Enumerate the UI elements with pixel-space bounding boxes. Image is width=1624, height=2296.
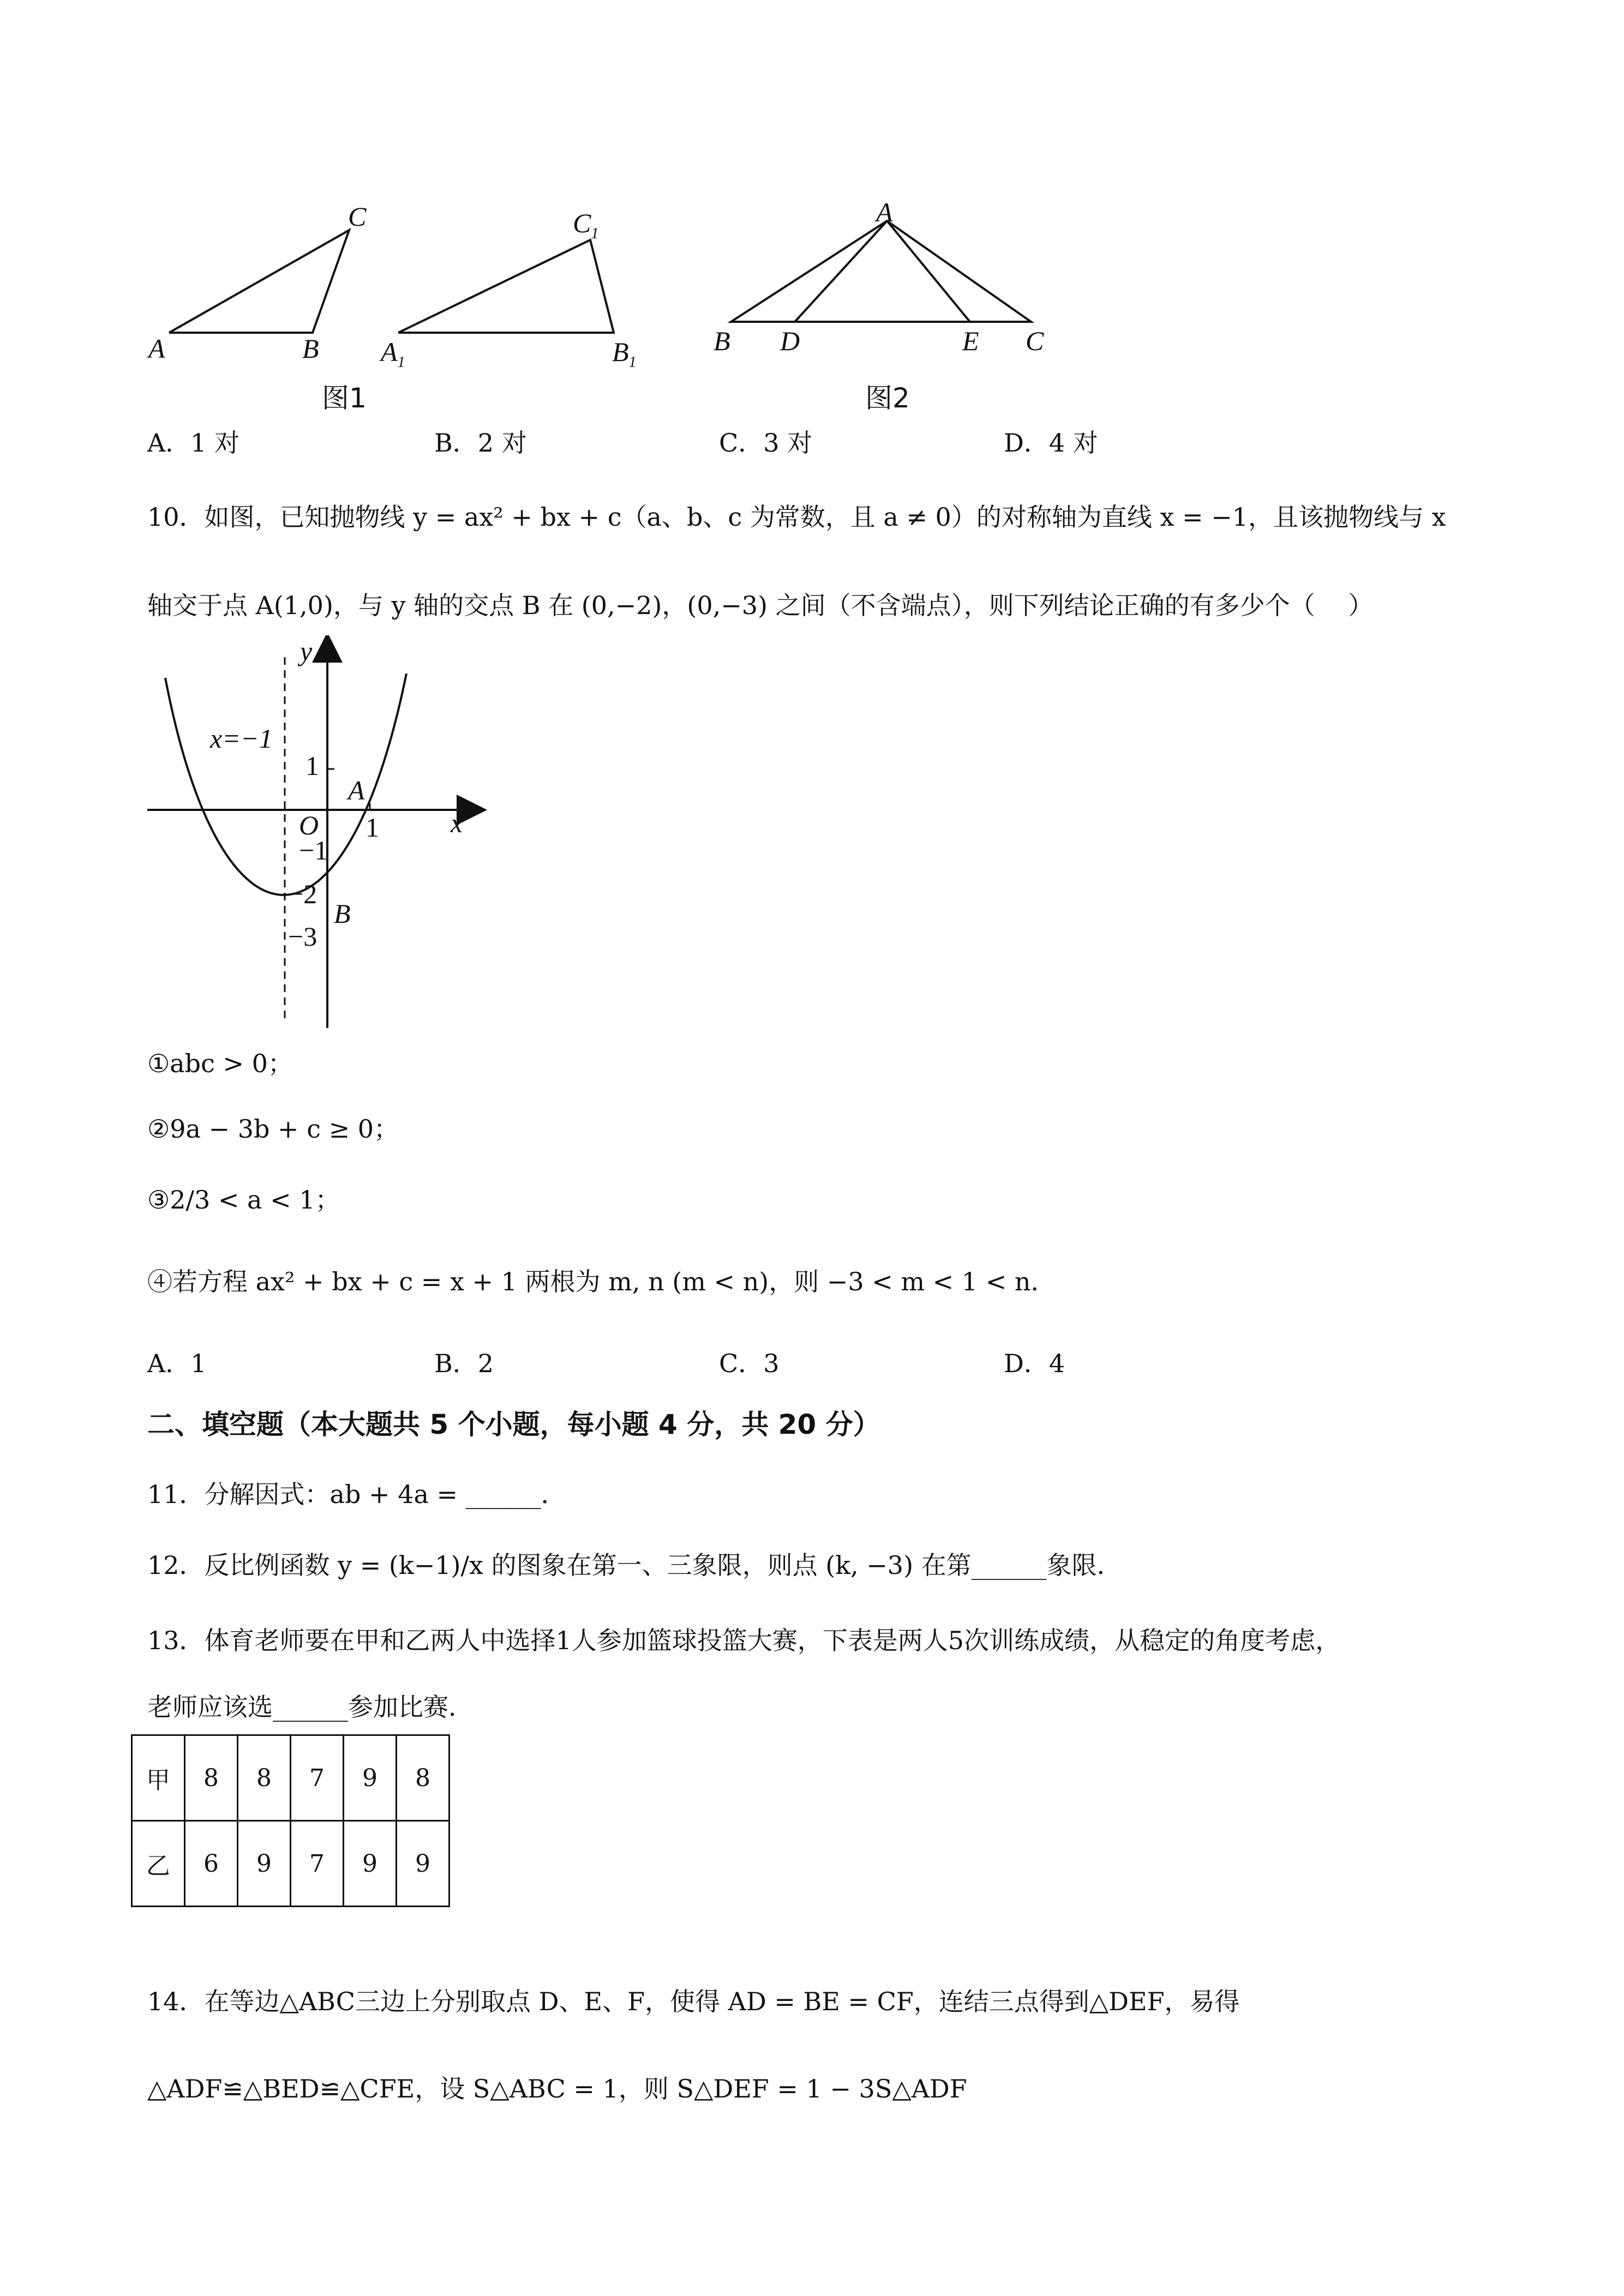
label-fig2-C: C	[1026, 326, 1044, 356]
score-table	[131, 1734, 450, 1907]
q11-text: 11．分解因式：ab + 4a = ______．	[147, 1480, 566, 1509]
label-fig2-E: E	[962, 326, 979, 356]
q10-statement-4: ④若方程 ax² + bx + c = x + 1 两根为 m, n (m < n)，则 −3 < m < 1 < n．	[147, 1267, 1056, 1296]
tick-y-neg3: −3	[288, 921, 317, 952]
graph-x-label: x	[451, 808, 463, 838]
table-cell: 7	[291, 1821, 344, 1907]
q14-line2: △ADF≌△BED≌△CFE，设 S△ABC = 1，则 S△DEF = 1 − 3S△ADF	[147, 2074, 967, 2103]
q10-option-b[interactable]: B．2	[434, 1349, 494, 1378]
q10-statement-1: ①abc > 0；	[147, 1049, 293, 1078]
label-fig2-D: D	[780, 326, 800, 356]
table-cell: 9	[397, 1821, 450, 1907]
q10-option-c[interactable]: C．3	[719, 1349, 780, 1378]
triangle-a1b1c1	[398, 240, 614, 333]
table-cell: 9	[344, 1735, 397, 1821]
label-A: A	[148, 333, 165, 364]
graph-point-a: A	[348, 775, 365, 806]
q10-stem-line2: 轴交于点 A(1,0)，与 y 轴的交点 B 在 (0,−2)，(0,−3) 之间（不含端点），则下列结论正确的有多少个（ ）	[147, 591, 1374, 620]
tick-x-1: 1	[365, 812, 379, 843]
q14-line1: 14．在等边△ABC三边上分别取点 D、E、F，使得 AD = BE = CF，连结三点得到△DEF，易得	[147, 1987, 1240, 2016]
q13-line2: 老师应该选______参加比赛．	[147, 1692, 474, 1722]
table-row	[132, 1821, 450, 1907]
table-cell: 9	[238, 1821, 291, 1907]
label-fig2-A: A	[876, 197, 893, 227]
figure1-triangles	[142, 196, 687, 376]
figure1-caption: 图1	[322, 382, 367, 414]
figure2-caption: 图2	[865, 382, 910, 414]
q9-option-d[interactable]: D．4 对	[1004, 428, 1098, 458]
q10-option-a[interactable]: A．1	[147, 1349, 207, 1378]
table-cell: 8	[238, 1735, 291, 1821]
table-row	[132, 1735, 450, 1821]
triangle-abc	[169, 230, 349, 333]
graph-point-b: B	[334, 898, 351, 929]
q10-statement-3: ③2/3 < a < 1；	[147, 1185, 340, 1215]
q9-option-a[interactable]: A．1 对	[147, 428, 240, 458]
tick-y-1: 1	[305, 750, 319, 781]
table-cell: 9	[344, 1821, 397, 1907]
graph-origin-label: O	[299, 810, 319, 840]
label-B1: $B_1$	[612, 336, 637, 371]
parabola-curve	[165, 674, 406, 895]
q10-stem-line1: 10．如图，已知抛物线 y = ax² + bx + c（a、b、c 为常数，且 a ≠ 0）的对称轴为直线 x = −1，且该抛物线与 x	[147, 502, 1446, 532]
table-cell: 8	[185, 1735, 238, 1821]
q10-statement-2: ②9a − 3b + c ≥ 0；	[147, 1114, 399, 1144]
table-cell: 8	[397, 1735, 450, 1821]
q9-option-c[interactable]: C．3 对	[719, 428, 813, 458]
label-B: B	[302, 333, 319, 364]
section2-heading: 二、填空题（本大题共 5 个小题，每小题 4 分，共 20 分）	[147, 1409, 880, 1440]
label-A1: $A_1$	[381, 336, 405, 371]
tick-y-neg2: −2	[288, 879, 317, 909]
q9-option-b[interactable]: B．2 对	[434, 428, 527, 458]
graph-symmetry-label: x=−1	[210, 723, 273, 754]
tick-y-neg1: −1	[299, 835, 328, 865]
q13-line1: 13．体育老师要在甲和乙两人中选择1人参加篮球投篮大赛，下表是两人5次训练成绩，从稳定的角度考虑，	[147, 1626, 1341, 1655]
q10-option-d[interactable]: D．4	[1004, 1349, 1065, 1378]
table-cell: 乙	[132, 1821, 185, 1907]
table-cell: 7	[291, 1735, 344, 1821]
graph-y-label: y	[300, 636, 313, 666]
q12-text: 12．反比例函数 y = (k−1)/x 的图象在第一、三象限，则点 (k, −3) 在第______象限．	[147, 1550, 1122, 1580]
label-C: C	[348, 201, 367, 232]
label-C1: $C_1$	[573, 208, 599, 242]
table-cell: 6	[185, 1821, 238, 1907]
table-cell: 甲	[132, 1735, 185, 1821]
label-fig2-B: B	[714, 326, 730, 356]
